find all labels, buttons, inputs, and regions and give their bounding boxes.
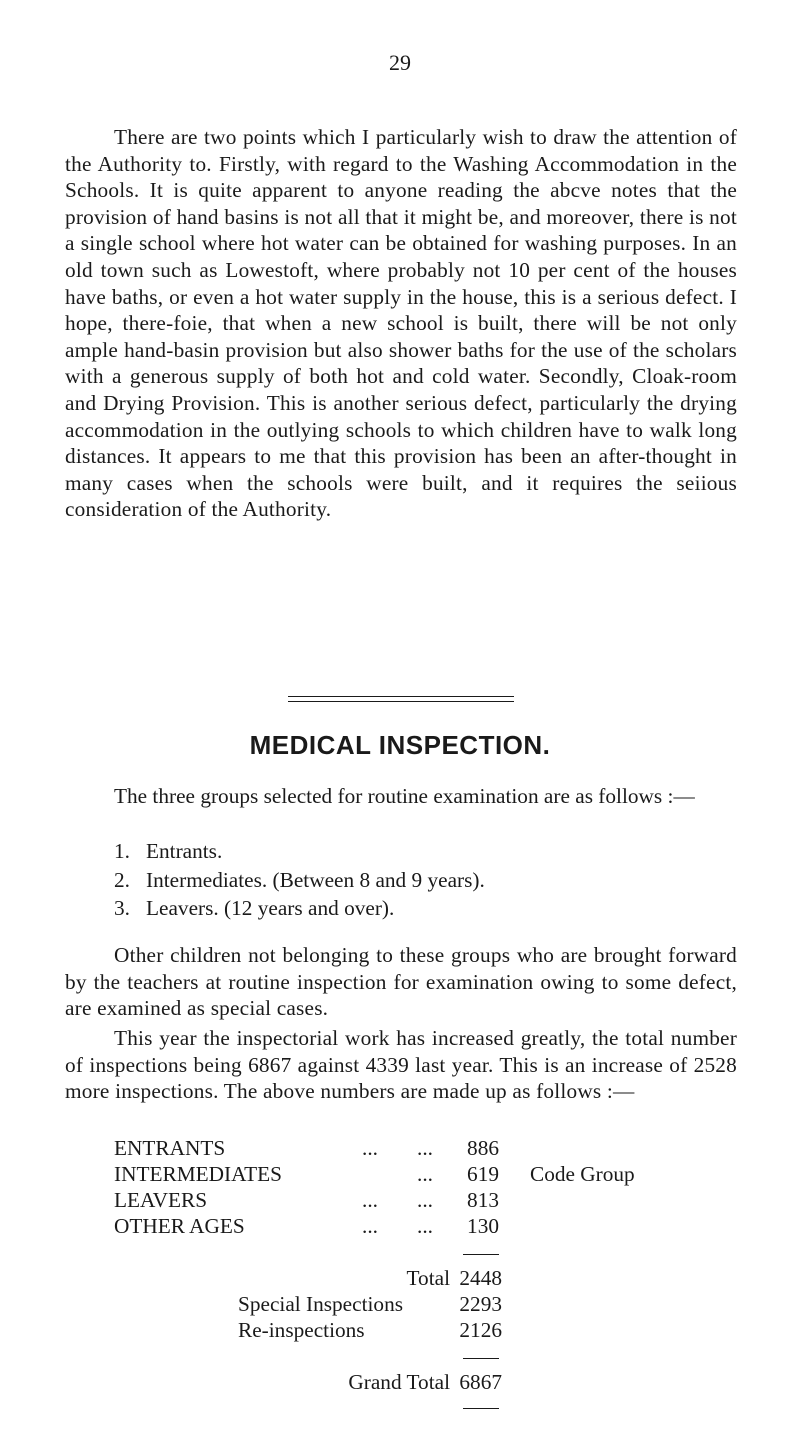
row-label: LEAVERS xyxy=(114,1188,208,1212)
special-inspections-row xyxy=(0,1292,800,1318)
list-item-text: Intermediates. (Between 8 and 9 years). xyxy=(146,867,485,892)
double-rule-divider xyxy=(288,696,514,702)
grand-total-row xyxy=(0,1370,800,1396)
list-item xyxy=(114,866,485,895)
row-value: 886 xyxy=(467,1136,499,1160)
sum-rule xyxy=(463,1358,499,1359)
row-label: ENTRANTS xyxy=(114,1136,226,1160)
groups-list xyxy=(114,837,485,923)
list-item xyxy=(114,837,485,866)
sum-rule xyxy=(463,1254,499,1255)
list-item-number: 3. xyxy=(114,896,130,920)
paragraph-washing-accommodation: There are two points which I particularly wish to draw the attention of the Authority to. Firstly, with regard to the Washing Accommodation in the Schools. It is quite apparent to anyone reading the abcve notes that the provision of hand basins is not all that it might be, and moreover, there is not a single school where hot water can be obtained for washing purposes. In an old town such as Lowestoft, where probably not 10 per cent of the houses have baths, or even a hot water supply in the house, this is a serious defect. I hope, there-foie, that when a new school is built, there will be not only ample hand-basin provision but also shower baths for the use of the scholars with a generous supply of both hot and cold water. Secondly, Cloak-room and Drying Provision. This is another serious defect, particularly the drying accommodation in the outlying schools to which children have to walk long distances. It appears to me that this provision has been an after-thought in many cases when the schools were built, and it requires the seiious consideration of the Authority. xyxy=(65,125,737,522)
list-item xyxy=(114,894,485,923)
table-row xyxy=(0,1188,800,1214)
row-value: 813 xyxy=(467,1188,499,1212)
leader-dots: ... xyxy=(417,1214,433,1238)
row-value: 619 xyxy=(467,1162,499,1186)
leader-dots: ... xyxy=(417,1136,433,1160)
row-value: 130 xyxy=(467,1214,499,1238)
paragraph-special-cases: Other children not belonging to these groups who are brought forward by the teachers at routine inspection for examination owing to some defect, are examined as special cases. xyxy=(65,943,737,1021)
table-row xyxy=(0,1214,800,1240)
section-heading: MEDICAL INSPECTION. xyxy=(249,730,551,760)
row-label: INTERMEDIATES xyxy=(114,1162,282,1186)
special-inspections-value: 2293 xyxy=(459,1292,502,1316)
leader-dots: ... xyxy=(417,1162,433,1186)
leader-dots: ... xyxy=(417,1188,433,1212)
list-item-number: 1. xyxy=(114,839,130,863)
table-row xyxy=(0,1162,800,1188)
paragraph-inspection-totals: This year the inspectorial work has increased greatly, the total number of inspections being 6867 against 4339 last year. This is an increase of 2528 more inspections. The above numbers are made up as follows :— xyxy=(65,1026,737,1104)
leader-dots: ... xyxy=(362,1214,378,1238)
list-item-number: 2. xyxy=(114,867,130,892)
table-row xyxy=(0,1136,800,1162)
reinspections-value: 2126 xyxy=(459,1318,502,1342)
sum-rule xyxy=(463,1408,499,1409)
row-label: OTHER AGES xyxy=(114,1214,245,1238)
reinspections-label: Re-inspections xyxy=(238,1318,365,1342)
code-group-label: Code Group xyxy=(530,1162,635,1186)
reinspections-row xyxy=(0,1318,800,1344)
total-label: Total xyxy=(406,1266,450,1290)
page-number: 29 xyxy=(389,50,411,75)
total-value: 2448 xyxy=(459,1266,502,1290)
leader-dots: ... xyxy=(362,1188,378,1212)
grand-total-label: Grand Total xyxy=(348,1370,450,1394)
special-inspections-label: Special Inspections xyxy=(238,1292,404,1316)
list-item-text: Entrants. xyxy=(146,839,223,863)
leader-dots: ... xyxy=(362,1136,378,1160)
list-item-text: Leavers. (12 years and over). xyxy=(146,896,395,920)
total-row xyxy=(0,1266,800,1292)
groups-intro: The three groups selected for routine examination are as follows :— xyxy=(114,784,695,808)
grand-total-value: 6867 xyxy=(459,1370,502,1394)
